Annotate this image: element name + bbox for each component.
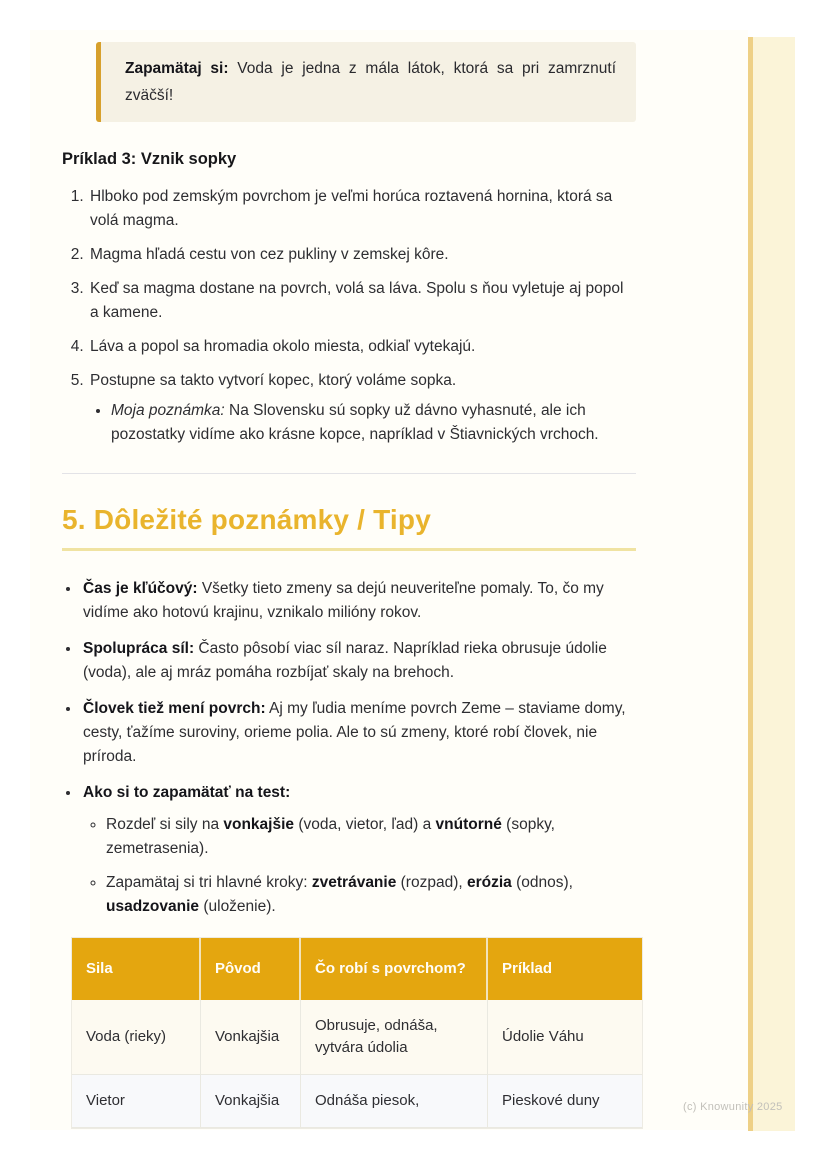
tip-text: Všetky tieto zmeny sa dejú neuveriteľne pomaly. To, čo my vidíme ako hotovú krajinu, vznikalo milióny rokov. bbox=[83, 580, 604, 621]
forces-table bbox=[71, 937, 643, 1129]
table-row bbox=[72, 1000, 642, 1075]
document-page bbox=[30, 30, 748, 1130]
step-item: 2. Magma hľadá cestu von cez pukliny v zemskej kôre. bbox=[88, 243, 636, 267]
tips-list bbox=[62, 577, 636, 919]
table-cell: Vonkajšia bbox=[201, 1075, 301, 1128]
tip-item bbox=[81, 637, 636, 685]
table-cell: Vietor bbox=[72, 1075, 201, 1128]
tip-lead: Čas je kľúčový: bbox=[83, 580, 198, 597]
callout-lead: Zapamätaj si: bbox=[125, 60, 229, 77]
text-run: (voda, vietor, ľad) a bbox=[294, 816, 436, 833]
column-header: Sila bbox=[72, 938, 201, 1000]
table-cell: Obrusuje, odnáša, vytvára údolia bbox=[301, 1000, 488, 1075]
bold-term: erózia bbox=[466, 874, 512, 891]
step-item: 3. Keď sa magma dostane na povrch, volá sa láva. Spolu s ňou vyletuje aj popol a kamene. bbox=[88, 277, 636, 325]
step-item: 4. Láva a popol sa hromadia okolo miesta, odkiaľ vytekajú. bbox=[88, 335, 636, 359]
page-content bbox=[30, 30, 748, 1129]
bold-term: zvetrávanie bbox=[311, 874, 397, 891]
bold-term: vnútorné bbox=[435, 816, 502, 833]
sub-tips-list bbox=[83, 813, 636, 919]
table-header-row bbox=[72, 938, 642, 1000]
tip-text: Aj my ľudia meníme povrch Zeme – staviame domy, cesty, ťažíme suroviny, orieme polia. Ale to sú zmeny, ktoré robí človek, nie príroda. bbox=[83, 700, 626, 765]
tip-item bbox=[81, 697, 636, 769]
table-cell: Údolie Váhu bbox=[488, 1000, 642, 1075]
table-cell: Pieskové duny bbox=[488, 1075, 642, 1128]
forces-table-head bbox=[72, 938, 642, 1000]
text-run: (sopky, zemetrasenia). bbox=[106, 816, 555, 857]
bold-term: usadzovanie bbox=[106, 898, 200, 915]
page-edge-band bbox=[753, 37, 795, 1131]
callout-text: Voda je jedna z mála látok, ktorá sa pri zamrznutí zväčší! bbox=[125, 60, 616, 104]
tip-item bbox=[81, 577, 636, 625]
sub-tip-item bbox=[106, 871, 636, 919]
section-divider bbox=[62, 473, 636, 474]
italic-lead: Moja poznámka: bbox=[111, 402, 225, 419]
column-header: Čo robí s povrchom? bbox=[301, 938, 488, 1000]
sub-tip-item bbox=[106, 813, 636, 861]
text-run: Rozdeľ si sily na bbox=[106, 816, 224, 833]
tip-lead: Spolupráca síl: bbox=[83, 640, 195, 657]
forces-table-body bbox=[72, 1000, 642, 1128]
example-heading: Príklad 3: Vznik sopky bbox=[62, 150, 237, 168]
column-header: Príklad bbox=[488, 938, 642, 1000]
text-run: (odnos), bbox=[511, 874, 573, 891]
table-cell: Odnáša piesok, bbox=[301, 1075, 488, 1128]
tip-text: Často pôsobí viac síl naraz. Napríklad rieka obrusuje údolie (voda), ale aj mráz pomáha rozbíjať skaly na brehoch. bbox=[83, 640, 607, 681]
step-item: 1. Hlboko pod zemským povrchom je veľmi horúca roztavená hornina, ktorá sa volá magma. bbox=[88, 185, 636, 233]
steps-list bbox=[62, 185, 636, 447]
text-run: Na Slovensku sú sopky už dávno vyhasnuté, ale ich pozostatky vidíme ako krásne kopce, napríklad v Štiavnických vrchoch. bbox=[111, 402, 599, 443]
table-cell: Voda (rieky) bbox=[72, 1000, 201, 1075]
text-run: (uloženie). bbox=[199, 898, 276, 915]
step-note-list bbox=[90, 399, 636, 447]
remember-callout bbox=[96, 42, 636, 122]
column-header: Pôvod bbox=[201, 938, 301, 1000]
watermark: (c) Knowunity 2025 bbox=[683, 1101, 783, 1113]
text-run: Zapamätaj si tri hlavné kroky: bbox=[106, 874, 312, 891]
tip-lead: Ako si to zapamätať na test: bbox=[83, 784, 291, 801]
bold-term: vonkajšie bbox=[223, 816, 295, 833]
table-row bbox=[72, 1075, 642, 1128]
text-run: (rozpad), bbox=[396, 874, 467, 891]
tip-item bbox=[81, 781, 636, 919]
tip-lead: Človek tiež mení povrch: bbox=[83, 700, 266, 717]
step-item: 5. Postupne sa takto vytvorí kopec, ktorý voláme sopka. • Moja poznámka: Na Slovensku sú sopky už dávno vyhasnuté, ale ich pozostatky vidíme ako krásne kopce, napríklad v Štiavnických vrchoch. bbox=[88, 369, 636, 447]
section-title: 5. Dôležité poznámky / Tipy bbox=[62, 504, 636, 551]
table-cell: Vonkajšia bbox=[201, 1000, 301, 1075]
step-note-item bbox=[111, 399, 636, 447]
